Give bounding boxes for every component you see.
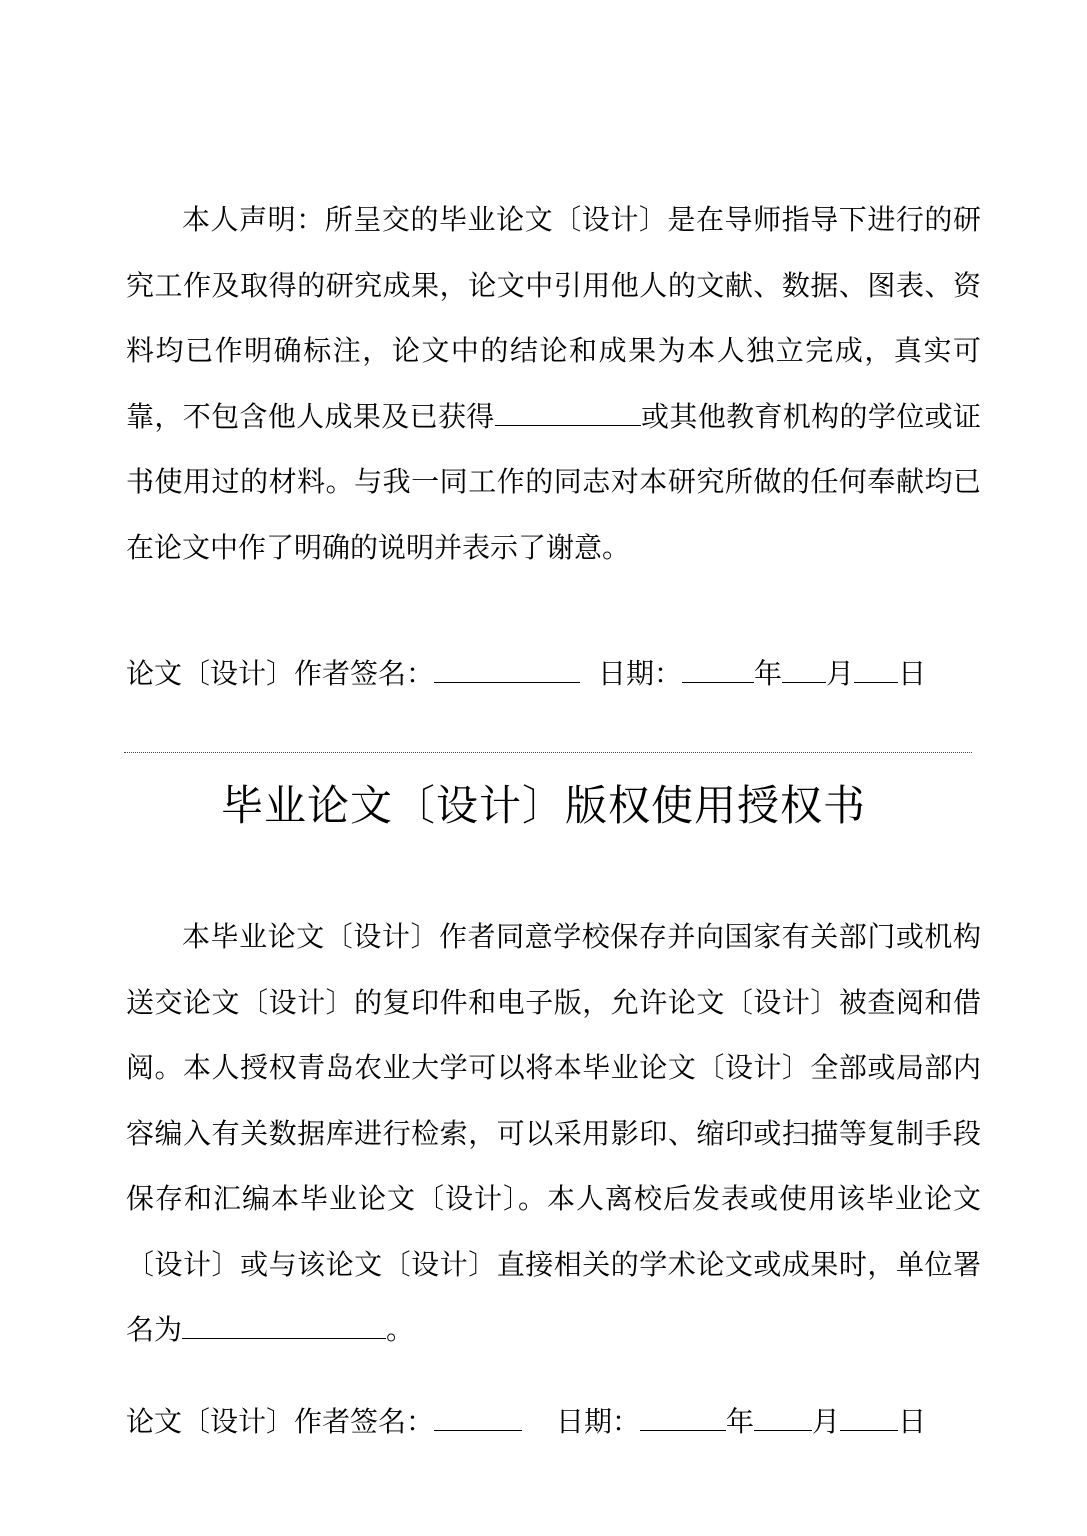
month-field[interactable] bbox=[754, 1406, 812, 1431]
authorization-text-part-2: 。 bbox=[386, 1313, 415, 1346]
month-label: 月 bbox=[812, 1405, 841, 1438]
author-signature-field[interactable] bbox=[434, 658, 580, 683]
day-field[interactable] bbox=[840, 1406, 898, 1431]
declaration-text-part-1: 本人声明：所呈交的毕业论文〔设计〕是在导师指导下进行的研究工作及取得的研究成果，论文中引用他人的文献、数据、图表、资料均已作明确标注，论文中的结论和成果为本人独立完成，真实可靠，不包含他人成果及已获得 bbox=[126, 203, 981, 433]
day-label: 日 bbox=[898, 1405, 927, 1438]
declaration-text-part-2: 或其他教育机构的学位或证书使用过的材料。与我一同工作的同志对本研究所做的任何奉献均已在论文中作了明确的说明并表示了谢意。 bbox=[126, 399, 981, 564]
day-field[interactable] bbox=[854, 658, 898, 683]
dotted-divider bbox=[124, 752, 972, 753]
unit-signature-blank-field[interactable] bbox=[182, 1314, 386, 1339]
day-label: 日 bbox=[898, 657, 927, 690]
author-signature-field[interactable] bbox=[434, 1406, 522, 1431]
month-label: 月 bbox=[826, 657, 855, 690]
originality-declaration bbox=[126, 187, 981, 580]
institution-blank-field[interactable] bbox=[495, 401, 641, 426]
authorization-title: 毕业论文〔设计〕版权使用授权书 bbox=[220, 781, 866, 830]
year-label: 年 bbox=[726, 1405, 755, 1438]
authorization-text-part-1: 本毕业论文〔设计〕作者同意学校保存并向国家有关部门或机构送交论文〔设计〕的复印件和电子版，允许论文〔设计〕被查阅和借阅。本人授权青岛农业大学可以将本毕业论文〔设计〕全部或局部内容编入有关数据库进行检索，可以采用影印、缩印或扫描等复制手段保存和汇编本毕业论文〔设计〕。本人离校后发表或使用该毕业论文〔设计〕或与该论文〔设计〕直接相关的学术论文或成果时，单位署名为 bbox=[126, 920, 981, 1346]
year-label: 年 bbox=[754, 657, 783, 690]
declaration-signature-line bbox=[126, 654, 926, 694]
year-field[interactable] bbox=[640, 1406, 726, 1431]
authorization-signature-line bbox=[126, 1402, 926, 1442]
month-field[interactable] bbox=[782, 658, 826, 683]
date-label: 日期： bbox=[598, 657, 683, 690]
author-signature-label: 论文〔设计〕作者签名： bbox=[126, 1405, 435, 1438]
year-field[interactable] bbox=[682, 658, 754, 683]
date-label: 日期： bbox=[556, 1405, 641, 1438]
author-signature-label: 论文〔设计〕作者签名： bbox=[126, 657, 435, 690]
copyright-authorization bbox=[126, 904, 981, 1363]
